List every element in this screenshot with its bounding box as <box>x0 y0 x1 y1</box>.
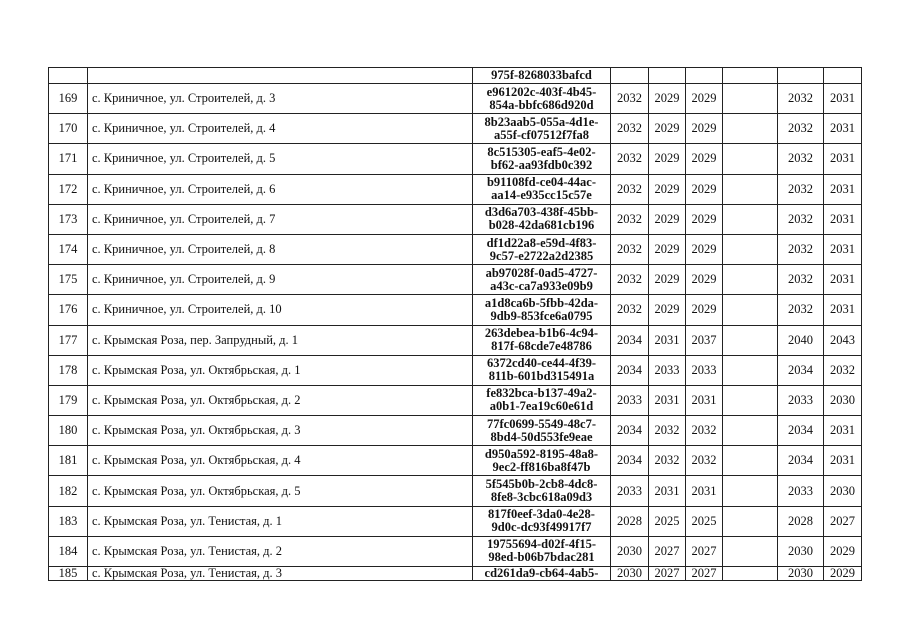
address-cell: с. Крымская Роза, ул. Тенистая, д. 3 <box>88 567 473 581</box>
year-cell-2: 2029 <box>649 174 686 204</box>
year-cell-1: 2032 <box>611 144 649 174</box>
year-cell-3: 2027 <box>686 536 723 566</box>
object-id-cell <box>473 144 611 174</box>
table-row <box>49 114 862 144</box>
object-id-cell <box>473 506 611 536</box>
table-row <box>49 506 862 536</box>
year-cell-1: 2034 <box>611 446 649 476</box>
object-id-line: 975f-8268033bafcd <box>491 68 592 82</box>
row-number-cell: 170 <box>49 114 88 144</box>
table-row <box>49 144 862 174</box>
address-cell <box>88 68 473 84</box>
object-id-line: 8c515305-eaf5-4e02- <box>487 144 596 159</box>
row-number-cell: 180 <box>49 416 88 446</box>
object-id-line: a1d8ca6b-5fbb-42da- <box>484 295 599 310</box>
object-id-line: 8b23aab5-055a-4d1e- <box>484 114 599 129</box>
row-number-cell: 183 <box>49 506 88 536</box>
year-cell-6: 2030 <box>824 476 862 506</box>
address-cell: с. Крымская Роза, пер. Запрудный, д. 1 <box>88 325 473 355</box>
object-id-cell <box>473 84 611 114</box>
object-id-line: aa14-e935cc15c57e <box>491 188 592 203</box>
year-cell-2: 2029 <box>649 295 686 325</box>
object-id-cell <box>473 446 611 476</box>
table-row <box>49 567 862 581</box>
object-id-line: 817f0eef-3da0-4e28- <box>488 507 595 522</box>
year-cell-4 <box>723 144 778 174</box>
object-id-line: d950a592-8195-48a8- <box>484 446 599 461</box>
year-cell-3: 2029 <box>686 265 723 295</box>
year-cell-1: 2030 <box>611 567 649 581</box>
object-id-cell <box>473 234 611 264</box>
table-row <box>49 174 862 204</box>
address-cell: с. Криничное, ул. Строителей, д. 9 <box>88 265 473 295</box>
row-number-cell <box>49 68 88 84</box>
year-cell-1: 2033 <box>611 385 649 415</box>
year-cell-1: 2030 <box>611 536 649 566</box>
year-cell-5: 2032 <box>778 295 824 325</box>
table-row <box>49 325 862 355</box>
object-id-line: 263debea-b1b6-4c94- <box>484 326 599 341</box>
year-cell-2: 2031 <box>649 385 686 415</box>
table-row <box>49 265 862 295</box>
year-cell-4 <box>723 295 778 325</box>
year-cell-5: 2032 <box>778 144 824 174</box>
year-cell-1: 2032 <box>611 84 649 114</box>
object-id-line: a0b1-7ea19c60e61d <box>489 399 594 414</box>
row-number-cell: 169 <box>49 84 88 114</box>
object-id-cell <box>473 325 611 355</box>
row-number-cell: 182 <box>49 476 88 506</box>
year-cell-6: 2027 <box>824 506 862 536</box>
year-cell-6: 2031 <box>824 144 862 174</box>
object-id-cell <box>473 204 611 234</box>
year-cell-3: 2029 <box>686 234 723 264</box>
row-number-cell: 171 <box>49 144 88 174</box>
year-cell-1: 2034 <box>611 416 649 446</box>
year-cell-6: 2031 <box>824 84 862 114</box>
year-cell-5: 2028 <box>778 506 824 536</box>
year-cell-2: 2029 <box>649 84 686 114</box>
table-row <box>49 536 862 566</box>
year-cell-3: 2029 <box>686 114 723 144</box>
table-row <box>49 295 862 325</box>
address-cell: с. Крымская Роза, ул. Октябрьская, д. 4 <box>88 446 473 476</box>
object-id-line: 9c57-e2722a2d2385 <box>489 248 594 263</box>
object-id-line: 6372cd40-ce44-4f39- <box>487 356 596 371</box>
table-row <box>49 355 862 385</box>
table-row <box>49 446 862 476</box>
object-id-line: e961202c-403f-4b45- <box>486 84 597 99</box>
object-id-cell <box>473 536 611 566</box>
year-cell-2: 2029 <box>649 144 686 174</box>
year-cell-5: 2032 <box>778 265 824 295</box>
year-cell-6 <box>824 68 862 84</box>
year-cell-6: 2031 <box>824 114 862 144</box>
year-cell-5: 2032 <box>778 204 824 234</box>
year-cell-5 <box>778 68 824 84</box>
year-cell-4 <box>723 68 778 84</box>
year-cell-6: 2030 <box>824 385 862 415</box>
object-id-cell <box>473 476 611 506</box>
year-cell-6: 2031 <box>824 295 862 325</box>
year-cell-6: 2043 <box>824 325 862 355</box>
object-id-line: 854a-bbfc686d920d <box>489 97 594 112</box>
year-cell-2 <box>649 68 686 84</box>
object-id-line: 77fc0699-5549-48c7- <box>487 416 596 431</box>
object-id-line: 811b-601bd315491a <box>488 369 595 384</box>
year-cell-4 <box>723 174 778 204</box>
year-cell-1: 2032 <box>611 114 649 144</box>
year-cell-5: 2034 <box>778 355 824 385</box>
year-cell-6: 2029 <box>824 536 862 566</box>
address-cell: с. Криничное, ул. Строителей, д. 7 <box>88 204 473 234</box>
object-id-cell <box>473 114 611 144</box>
address-cell: с. Криничное, ул. Строителей, д. 8 <box>88 234 473 264</box>
year-cell-4 <box>723 355 778 385</box>
year-cell-4 <box>723 385 778 415</box>
row-number-cell: 184 <box>49 536 88 566</box>
row-number-cell: 185 <box>49 567 88 581</box>
year-cell-2: 2027 <box>649 536 686 566</box>
year-cell-4 <box>723 204 778 234</box>
row-number-cell: 174 <box>49 234 88 264</box>
object-id-line: 98ed-b06b7bdac281 <box>488 550 595 565</box>
object-id-cell <box>473 385 611 415</box>
year-cell-2: 2032 <box>649 446 686 476</box>
year-cell-4 <box>723 234 778 264</box>
object-id-line: cd261da9-cb64-4ab5- <box>484 566 599 580</box>
address-cell: с. Крымская Роза, ул. Октябрьская, д. 2 <box>88 385 473 415</box>
address-cell: с. Криничное, ул. Строителей, д. 10 <box>88 295 473 325</box>
year-cell-6: 2031 <box>824 416 862 446</box>
year-cell-1: 2032 <box>611 234 649 264</box>
object-id-cell <box>473 567 611 581</box>
year-cell-3: 2029 <box>686 174 723 204</box>
table-row <box>49 416 862 446</box>
object-id-line: 9db9-853fce6a0795 <box>490 308 593 323</box>
year-cell-5: 2032 <box>778 84 824 114</box>
year-cell-6: 2031 <box>824 234 862 264</box>
object-id-line: 9ec2-ff816ba8f47b <box>492 459 591 474</box>
address-cell: с. Крымская Роза, ул. Октябрьская, д. 3 <box>88 416 473 446</box>
year-cell-1 <box>611 68 649 84</box>
year-cell-2: 2025 <box>649 506 686 536</box>
year-cell-4 <box>723 506 778 536</box>
year-cell-1: 2032 <box>611 295 649 325</box>
address-cell: с. Крымская Роза, ул. Тенистая, д. 1 <box>88 506 473 536</box>
object-id-cell <box>473 295 611 325</box>
row-number-cell: 178 <box>49 355 88 385</box>
year-cell-3: 2025 <box>686 506 723 536</box>
year-cell-6: 2031 <box>824 446 862 476</box>
object-id-line: a43c-ca7a933e09b9 <box>490 278 593 293</box>
housing-registry-table <box>48 67 862 581</box>
row-number-cell: 176 <box>49 295 88 325</box>
object-id-cell <box>473 416 611 446</box>
year-cell-4 <box>723 325 778 355</box>
address-cell: с. Крымская Роза, ул. Октябрьская, д. 5 <box>88 476 473 506</box>
object-id-cell <box>473 68 611 84</box>
object-id-line: 817f-68cde7e48786 <box>491 339 592 354</box>
address-cell: с. Криничное, ул. Строителей, д. 6 <box>88 174 473 204</box>
address-cell: с. Крымская Роза, ул. Октябрьская, д. 1 <box>88 355 473 385</box>
year-cell-5: 2034 <box>778 416 824 446</box>
year-cell-2: 2033 <box>649 355 686 385</box>
year-cell-2: 2031 <box>649 476 686 506</box>
year-cell-2: 2029 <box>649 114 686 144</box>
table-row <box>49 68 862 84</box>
table-row <box>49 234 862 264</box>
address-cell: с. Крымская Роза, ул. Тенистая, д. 2 <box>88 536 473 566</box>
row-number-cell: 179 <box>49 385 88 415</box>
year-cell-5: 2032 <box>778 234 824 264</box>
row-number-cell: 175 <box>49 265 88 295</box>
year-cell-2: 2029 <box>649 234 686 264</box>
year-cell-4 <box>723 265 778 295</box>
year-cell-5: 2032 <box>778 174 824 204</box>
year-cell-3: 2029 <box>686 204 723 234</box>
object-id-line: d3d6a703-438f-45bb- <box>484 205 599 220</box>
year-cell-1: 2032 <box>611 204 649 234</box>
object-id-line: df1d22a8-e59d-4f83- <box>486 235 597 250</box>
year-cell-4 <box>723 476 778 506</box>
object-id-cell <box>473 174 611 204</box>
year-cell-3: 2033 <box>686 355 723 385</box>
year-cell-6: 2029 <box>824 567 862 581</box>
year-cell-1: 2032 <box>611 174 649 204</box>
object-id-cell <box>473 355 611 385</box>
year-cell-4 <box>723 567 778 581</box>
year-cell-5: 2030 <box>778 536 824 566</box>
year-cell-1: 2034 <box>611 325 649 355</box>
year-cell-2: 2027 <box>649 567 686 581</box>
year-cell-5: 2040 <box>778 325 824 355</box>
year-cell-1: 2033 <box>611 476 649 506</box>
object-id-line: 5f545b0b-2cb8-4dc8- <box>485 477 598 492</box>
year-cell-3: 2037 <box>686 325 723 355</box>
table-body <box>49 68 862 581</box>
year-cell-5: 2033 <box>778 476 824 506</box>
year-cell-3: 2031 <box>686 385 723 415</box>
year-cell-2: 2029 <box>649 204 686 234</box>
year-cell-4 <box>723 416 778 446</box>
year-cell-5: 2034 <box>778 446 824 476</box>
year-cell-2: 2032 <box>649 416 686 446</box>
object-id-line: 9d0c-dc93f49917f7 <box>491 520 592 535</box>
address-cell: с. Криничное, ул. Строителей, д. 3 <box>88 84 473 114</box>
year-cell-5: 2033 <box>778 385 824 415</box>
year-cell-3: 2027 <box>686 567 723 581</box>
object-id-line: 8bd4-50d553fe9eae <box>490 429 593 444</box>
address-cell: с. Криничное, ул. Строителей, д. 5 <box>88 144 473 174</box>
object-id-line: bf62-aa93fdb0c392 <box>490 157 593 172</box>
year-cell-4 <box>723 536 778 566</box>
year-cell-6: 2031 <box>824 204 862 234</box>
year-cell-5: 2030 <box>778 567 824 581</box>
year-cell-5: 2032 <box>778 114 824 144</box>
table-row <box>49 476 862 506</box>
year-cell-3 <box>686 68 723 84</box>
object-id-line: 19755694-d02f-4f15- <box>486 537 596 552</box>
year-cell-4 <box>723 84 778 114</box>
year-cell-1: 2034 <box>611 355 649 385</box>
row-number-cell: 177 <box>49 325 88 355</box>
table-row <box>49 204 862 234</box>
year-cell-3: 2032 <box>686 446 723 476</box>
object-id-line: b91108fd-ce04-44ac- <box>486 175 596 190</box>
object-id-cell <box>473 265 611 295</box>
year-cell-3: 2029 <box>686 295 723 325</box>
year-cell-3: 2029 <box>686 84 723 114</box>
object-id-line: b028-42da681cb196 <box>488 218 595 233</box>
year-cell-2: 2029 <box>649 265 686 295</box>
table-row <box>49 84 862 114</box>
year-cell-6: 2032 <box>824 355 862 385</box>
year-cell-1: 2032 <box>611 265 649 295</box>
year-cell-6: 2031 <box>824 265 862 295</box>
object-id-line: a55f-cf07512f7fa8 <box>493 127 590 142</box>
year-cell-1: 2028 <box>611 506 649 536</box>
object-id-line: 8fe8-3cbc618a09d3 <box>490 490 593 505</box>
year-cell-3: 2032 <box>686 416 723 446</box>
row-number-cell: 181 <box>49 446 88 476</box>
year-cell-4 <box>723 446 778 476</box>
address-cell: с. Криничное, ул. Строителей, д. 4 <box>88 114 473 144</box>
year-cell-6: 2031 <box>824 174 862 204</box>
year-cell-4 <box>723 114 778 144</box>
table-row <box>49 385 862 415</box>
row-number-cell: 173 <box>49 204 88 234</box>
year-cell-3: 2029 <box>686 144 723 174</box>
row-number-cell: 172 <box>49 174 88 204</box>
object-id-line: ab97028f-0ad5-4727- <box>485 265 598 280</box>
object-id-line: fe832bca-b137-49a2- <box>486 386 597 401</box>
year-cell-2: 2031 <box>649 325 686 355</box>
year-cell-3: 2031 <box>686 476 723 506</box>
